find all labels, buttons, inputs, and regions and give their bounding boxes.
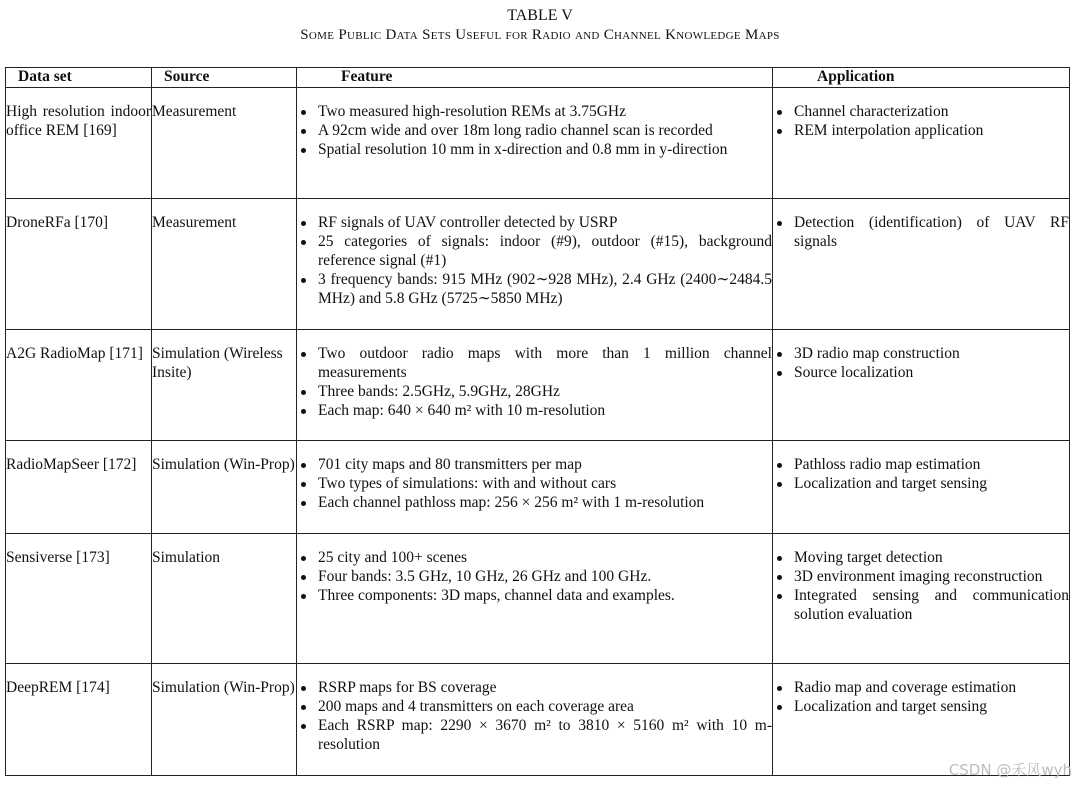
table-caption <box>0 6 1080 44</box>
bullet-icon <box>301 501 306 506</box>
header-dataset: Data set <box>6 68 152 88</box>
bullet-icon <box>777 371 782 376</box>
watermark: CSDN @禾风wyh <box>948 761 1072 779</box>
dataset-source: Simulation (Win-Prop) <box>152 664 297 776</box>
application-cell <box>773 199 1070 330</box>
table-row <box>6 664 1070 776</box>
dataset-name: RadioMapSeer [172] <box>6 441 152 534</box>
table-row <box>6 441 1070 534</box>
feature-cell <box>297 88 773 199</box>
feature-item: Each map: 640 × 640 m² with 10 m-resolution <box>297 401 772 420</box>
feature-cell <box>297 441 773 534</box>
feature-item: 701 city maps and 80 transmitters per map <box>297 455 772 474</box>
header-feature: Feature <box>297 68 773 88</box>
table-label: TABLE V <box>507 7 573 24</box>
bullet-icon <box>301 705 306 710</box>
table-header-row <box>6 68 1070 88</box>
datasets-table <box>5 67 1070 776</box>
dataset-name: A2G RadioMap [171] <box>6 330 152 441</box>
bullet-icon <box>301 221 306 226</box>
bullet-icon <box>777 686 782 691</box>
bullet-icon <box>301 463 306 468</box>
bullet-icon <box>777 594 782 599</box>
feature-item: Two measured high-resolution REMs at 3.75GHz <box>297 102 772 121</box>
application-item: Integrated sensing and communication solution evaluation <box>773 586 1069 624</box>
header-application: Application <box>773 68 1070 88</box>
application-item: Channel characterization <box>773 102 1069 121</box>
bullet-icon <box>301 390 306 395</box>
feature-item: A 92cm wide and over 18m long radio channel scan is recorded <box>297 121 772 140</box>
table-row <box>6 534 1070 664</box>
dataset-source: Simulation <box>152 534 297 664</box>
bullet-icon <box>301 409 306 414</box>
dataset-source: Simulation (Wireless Insite) <box>152 330 297 441</box>
bullet-icon <box>777 556 782 561</box>
application-cell <box>773 330 1070 441</box>
dataset-source: Measurement <box>152 199 297 330</box>
dataset-source: Measurement <box>152 88 297 199</box>
application-cell <box>773 441 1070 534</box>
bullet-icon <box>777 463 782 468</box>
bullet-icon <box>301 278 306 283</box>
feature-item: Each RSRP map: 2290 × 3670 m² to 3810 × 5160 m² with 10 m-resolution <box>297 716 772 754</box>
table-row <box>6 199 1070 330</box>
bullet-icon <box>301 575 306 580</box>
bullet-icon <box>777 129 782 134</box>
table-row <box>6 88 1070 199</box>
feature-item: RSRP maps for BS coverage <box>297 678 772 697</box>
bullet-icon <box>301 352 306 357</box>
feature-item: 25 categories of signals: indoor (#9), outdoor (#15), background reference signal (#1) <box>297 232 772 270</box>
feature-item: Three components: 3D maps, channel data and examples. <box>297 586 772 605</box>
application-item: Pathloss radio map estimation <box>773 455 1069 474</box>
table-title: Some Public Data Sets Useful for Radio and Channel Knowledge Maps <box>300 27 780 43</box>
dataset-name: High resolution indoor office REM [169] <box>6 88 152 199</box>
bullet-icon <box>777 575 782 580</box>
feature-item: RF signals of UAV controller detected by USRP <box>297 213 772 232</box>
bullet-icon <box>301 686 306 691</box>
feature-item: 200 maps and 4 transmitters on each coverage area <box>297 697 772 716</box>
application-item: Detection (identification) of UAV RF signals <box>773 213 1069 251</box>
application-item: Localization and target sensing <box>773 697 1069 716</box>
dataset-name: DroneRFa [170] <box>6 199 152 330</box>
bullet-icon <box>301 594 306 599</box>
application-item: Radio map and coverage estimation <box>773 678 1069 697</box>
feature-item: Three bands: 2.5GHz, 5.9GHz, 28GHz <box>297 382 772 401</box>
bullet-icon <box>301 724 306 729</box>
feature-item: Each channel pathloss map: 256 × 256 m² with 1 m-resolution <box>297 493 772 512</box>
dataset-source: Simulation (Win-Prop) <box>152 441 297 534</box>
feature-item: 3 frequency bands: 915 MHz (902∼928 MHz), 2.4 GHz (2400∼2484.5 MHz) and 5.8 GHz (5725∼5850 MHz) <box>297 270 772 308</box>
bullet-icon <box>301 110 306 115</box>
application-item: REM interpolation application <box>773 121 1069 140</box>
feature-cell <box>297 664 773 776</box>
bullet-icon <box>301 240 306 245</box>
dataset-name: Sensiverse [173] <box>6 534 152 664</box>
dataset-name: DeepREM [174] <box>6 664 152 776</box>
application-item: Moving target detection <box>773 548 1069 567</box>
bullet-icon <box>301 148 306 153</box>
bullet-icon <box>301 129 306 134</box>
bullet-icon <box>777 705 782 710</box>
bullet-icon <box>777 352 782 357</box>
feature-item: Two outdoor radio maps with more than 1 million channel measurements <box>297 344 772 382</box>
application-item: 3D radio map construction <box>773 344 1069 363</box>
header-source: Source <box>152 68 297 88</box>
table-row <box>6 330 1070 441</box>
application-cell <box>773 88 1070 199</box>
feature-cell <box>297 330 773 441</box>
bullet-icon <box>777 482 782 487</box>
bullet-icon <box>301 556 306 561</box>
application-cell <box>773 534 1070 664</box>
application-item: 3D environment imaging reconstruction <box>773 567 1069 586</box>
application-item: Localization and target sensing <box>773 474 1069 493</box>
bullet-icon <box>777 110 782 115</box>
feature-item: Spatial resolution 10 mm in x-direction and 0.8 mm in y-direction <box>297 140 772 159</box>
feature-item: Two types of simulations: with and without cars <box>297 474 772 493</box>
bullet-icon <box>301 482 306 487</box>
feature-item: Four bands: 3.5 GHz, 10 GHz, 26 GHz and 100 GHz. <box>297 567 772 586</box>
feature-item: 25 city and 100+ scenes <box>297 548 772 567</box>
bullet-icon <box>777 221 782 226</box>
feature-cell <box>297 534 773 664</box>
feature-cell <box>297 199 773 330</box>
application-item: Source localization <box>773 363 1069 382</box>
